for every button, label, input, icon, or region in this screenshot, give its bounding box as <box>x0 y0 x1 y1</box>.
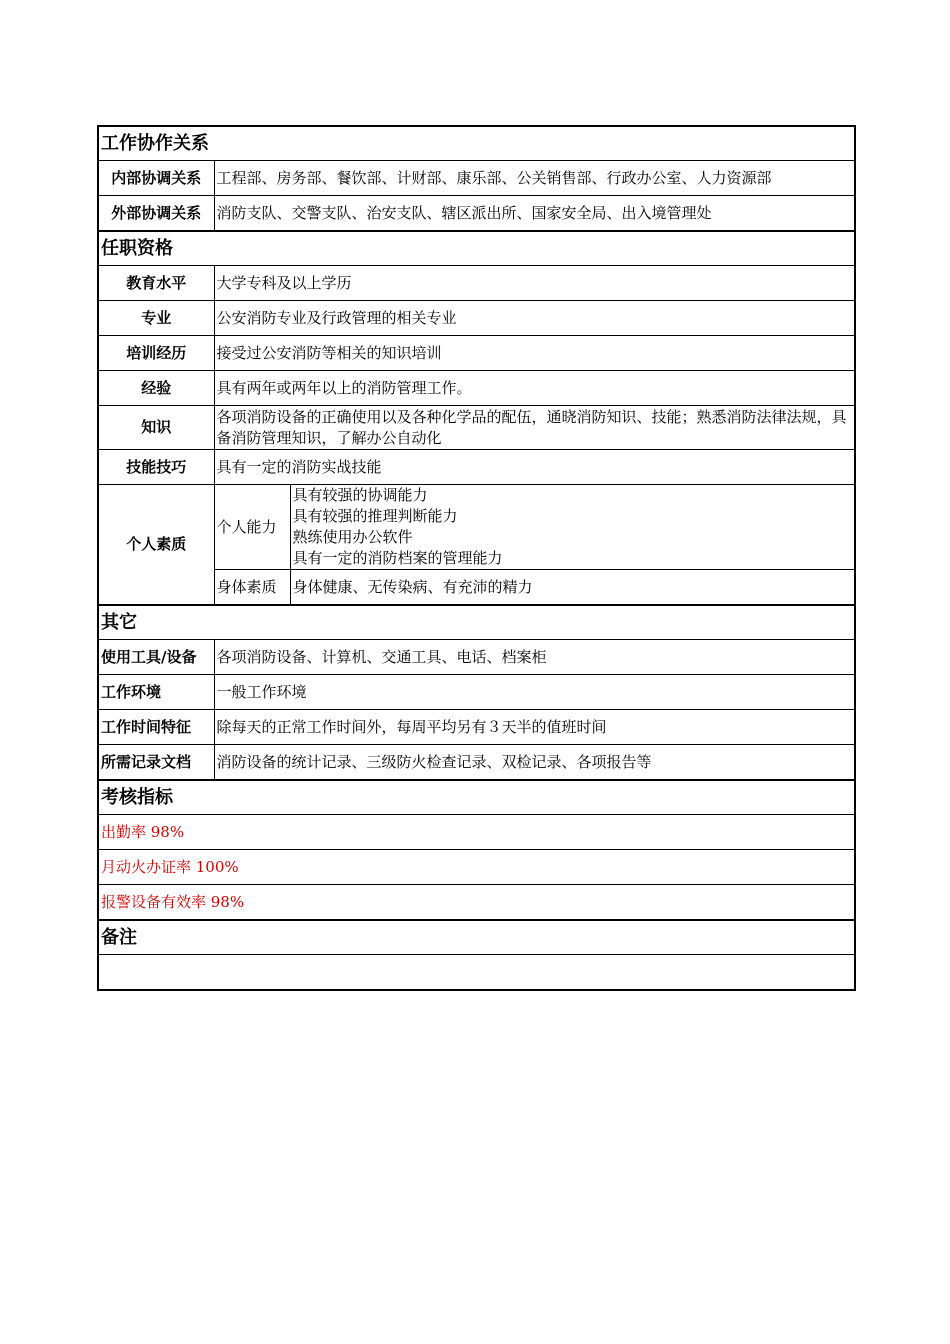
education-label: 教育水平 <box>98 266 214 301</box>
ability-item: 熟练使用办公软件 <box>292 528 413 546</box>
kpi-item: 月动火办证率 100% <box>98 850 855 885</box>
environment-label: 工作环境 <box>98 675 214 710</box>
section-title-kpi: 考核指标 <box>98 780 855 815</box>
work-time-label: 工作时间特征 <box>98 710 214 745</box>
row-environment <box>98 675 855 710</box>
internal-coordination-label: 内部协调关系 <box>98 161 214 196</box>
tools-label: 使用工具/设备 <box>98 640 214 675</box>
knowledge-label: 知识 <box>98 406 214 450</box>
row-external-coordination <box>98 196 855 232</box>
kpi-item: 出勤率 98% <box>98 815 855 850</box>
section-cooperation <box>98 126 855 161</box>
row-work-time <box>98 710 855 745</box>
internal-coordination-value: 工程部、房务部、餐饮部、计财部、康乐部、公关销售部、行政办公室、人力资源部 <box>214 161 855 196</box>
external-coordination-label: 外部协调关系 <box>98 196 214 232</box>
row-internal-coordination <box>98 161 855 196</box>
knowledge-value: 各项消防设备的正确使用以及各种化学品的配伍，通晓消防知识、技能；熟悉消防法律法规，具备消防管理知识，了解办公自动化 <box>214 406 855 450</box>
documents-label: 所需记录文档 <box>98 745 214 781</box>
documents-value: 消防设备的统计记录、三级防火检查记录、双检记录、各项报告等 <box>214 745 855 781</box>
training-value: 接受过公安消防等相关的知识培训 <box>214 336 855 371</box>
section-kpi <box>98 780 855 815</box>
row-major <box>98 301 855 336</box>
row-kpi <box>98 885 855 921</box>
major-value: 公安消防专业及行政管理的相关专业 <box>214 301 855 336</box>
job-description-sheet <box>97 125 854 991</box>
external-coordination-value: 消防支队、交警支队、治安支队、辖区派出所、国家安全局、出入境管理处 <box>214 196 855 232</box>
row-tools <box>98 640 855 675</box>
work-time-value: 除每天的正常工作时间外，每周平均另有３天半的值班时间 <box>214 710 855 745</box>
personal-ability-label: 个人能力 <box>214 485 290 570</box>
ability-item: 具有较强的协调能力 <box>292 486 428 504</box>
section-qualifications <box>98 231 855 266</box>
physical-label: 身体素质 <box>214 570 290 606</box>
skills-label: 技能技巧 <box>98 450 214 485</box>
row-education <box>98 266 855 301</box>
row-knowledge <box>98 406 855 450</box>
row-kpi <box>98 850 855 885</box>
section-title-remarks: 备注 <box>98 920 855 955</box>
row-documents <box>98 745 855 781</box>
personal-quality-label: 个人素质 <box>98 485 214 606</box>
ability-item: 具有较强的推理判断能力 <box>292 507 458 525</box>
job-description-table <box>97 125 856 991</box>
experience-label: 经验 <box>98 371 214 406</box>
personal-ability-list <box>290 485 855 570</box>
row-personal-ability <box>98 485 855 570</box>
environment-value: 一般工作环境 <box>214 675 855 710</box>
experience-value: 具有两年或两年以上的消防管理工作。 <box>214 371 855 406</box>
section-title-qualifications: 任职资格 <box>98 231 855 266</box>
section-others <box>98 605 855 640</box>
section-remarks <box>98 920 855 955</box>
training-label: 培训经历 <box>98 336 214 371</box>
major-label: 专业 <box>98 301 214 336</box>
tools-value: 各项消防设备、计算机、交通工具、电话、档案柜 <box>214 640 855 675</box>
kpi-item: 报警设备有效率 98% <box>98 885 855 921</box>
physical-value: 身体健康、无传染病、有充沛的精力 <box>290 570 855 606</box>
remarks-value <box>98 955 855 991</box>
ability-item: 具有一定的消防档案的管理能力 <box>292 549 503 567</box>
section-title-others: 其它 <box>98 605 855 640</box>
row-remarks <box>98 955 855 991</box>
row-kpi <box>98 815 855 850</box>
row-experience <box>98 371 855 406</box>
skills-value: 具有一定的消防实战技能 <box>214 450 855 485</box>
education-value: 大学专科及以上学历 <box>214 266 855 301</box>
section-title-cooperation: 工作协作关系 <box>98 126 855 161</box>
row-training <box>98 336 855 371</box>
row-skills <box>98 450 855 485</box>
